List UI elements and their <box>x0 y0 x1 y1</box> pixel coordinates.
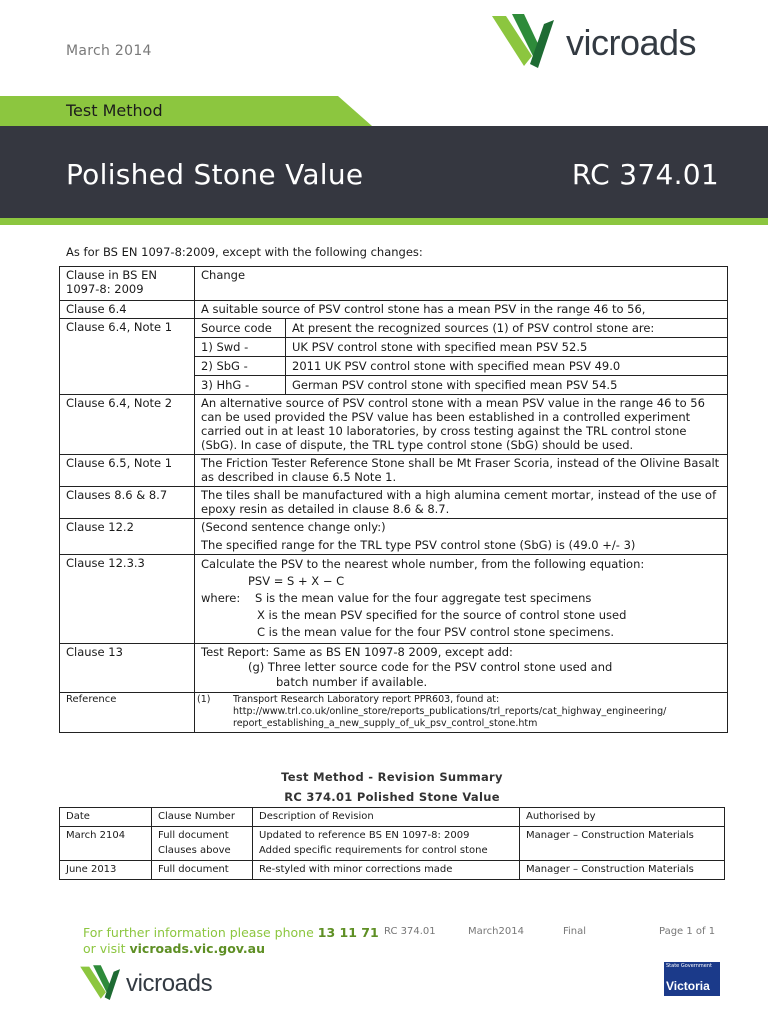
reference-url: report_establishing_a_new_supply_of_uk_psv_control_stone.htm <box>233 718 538 729</box>
section-tab-bar <box>0 96 372 126</box>
footer-contact <box>83 925 379 957</box>
vicroads-logo <box>492 10 744 68</box>
revision-authoriser: Manager – Construction Materials <box>520 861 725 880</box>
revision-header: Description of Revision <box>253 808 520 827</box>
revision-clause: Full document <box>152 861 253 880</box>
psv-equation: PSV = S + X − C <box>248 574 345 588</box>
change-line: (g) Three letter source code for the PSV control stone used and <box>248 660 613 674</box>
clause-cell: Reference <box>60 693 195 733</box>
source-code: 2) SbG - <box>195 357 286 376</box>
table-row <box>60 693 728 733</box>
where-line: S is the mean value for the four aggregate test specimens <box>255 591 592 605</box>
revision-header: Authorised by <box>520 808 725 827</box>
source-desc: 2011 UK PSV control stone with specified mean PSV 49.0 <box>286 357 728 376</box>
section-tab-label: Test Method <box>66 101 163 120</box>
table-row <box>60 301 728 319</box>
where-line: C is the mean value for the four PSV control stone specimens. <box>257 625 615 639</box>
change-line: Test Report: Same as BS EN 1097-8 2009, except add: <box>201 645 513 659</box>
change-cell <box>195 519 728 555</box>
table-row <box>60 455 728 487</box>
footer-phone: 13 11 71 <box>317 925 379 940</box>
change-line: batch number if available. <box>276 675 428 689</box>
clause-cell: Clause 6.5, Note 1 <box>60 455 195 487</box>
change-line: The specified range for the TRL type PSV control stone (SbG) is (49.0 +/- 3) <box>201 538 636 552</box>
change-line: Calculate the PSV to the nearest whole number, from the following equation: <box>201 557 645 571</box>
revision-authoriser: Manager – Construction Materials <box>520 827 725 861</box>
vicroads-footer-logo <box>80 964 240 1004</box>
source-desc-header: At present the recognized sources (1) of PSV control stone are: <box>286 319 728 338</box>
where-label: where: <box>201 591 241 605</box>
revision-description: Added specific requirements for control stone <box>259 845 488 856</box>
vicroads-wordmark: vicroads <box>566 22 697 63</box>
change-cell: A suitable source of PSV control stone has a mean PSV in the range 46 to 56, <box>195 301 728 319</box>
header-clause: Clause in BS EN 1097-8: 2009 <box>60 267 195 301</box>
source-code: 3) HhG - <box>195 376 286 395</box>
reference-cell <box>195 693 728 733</box>
change-cell <box>195 555 728 644</box>
table-row <box>60 487 728 519</box>
document-date: March 2014 <box>66 43 152 59</box>
footer-phone-text: For further information please phone <box>83 925 318 940</box>
revision-header: Date <box>60 808 152 827</box>
footer-code: RC 374.01 <box>384 926 436 937</box>
revision-description: Updated to reference BS EN 1097-8: 2009 <box>259 830 470 841</box>
table-header-row <box>60 267 728 301</box>
source-desc: UK PSV control stone with specified mean PSV 52.5 <box>286 338 728 357</box>
table-row <box>60 395 728 455</box>
source-code: 1) Swd - <box>195 338 286 357</box>
change-line: (Second sentence change only:) <box>201 520 386 534</box>
revision-header: Clause Number <box>152 808 253 827</box>
revision-subtitle: RC 374.01 Polished Stone Value <box>284 790 500 804</box>
revision-date: March 2104 <box>60 827 152 861</box>
change-cell: The tiles shall be manufactured with a high alumina cement mortar, instead of the use of epoxy resin as detailed in clause 8.6 & 8.7. <box>195 487 728 519</box>
clause-cell: Clause 13 <box>60 644 195 693</box>
revision-header-row <box>60 808 725 827</box>
revision-clause: Full document <box>158 830 229 841</box>
revision-date: June 2013 <box>60 861 152 880</box>
revision-table <box>59 807 725 880</box>
footer-date: March2014 <box>468 926 524 937</box>
revision-clause: Clauses above <box>158 845 231 856</box>
document-title: Polished Stone Value <box>66 158 364 191</box>
change-cell <box>195 644 728 693</box>
footer-website-link[interactable]: vicroads.vic.gov.au <box>129 941 266 956</box>
reference-line: Transport Research Laboratory report PPR603, found at: <box>233 694 500 705</box>
clause-cell: Clause 12.2 <box>60 519 195 555</box>
header-change: Change <box>195 267 728 301</box>
footer-page: Page 1 of 1 <box>659 926 716 937</box>
victoria-logo-top: State Government <box>666 963 713 969</box>
revision-row <box>60 827 725 861</box>
clause-cell: Clause 6.4, Note 2 <box>60 395 195 455</box>
source-desc: German PSV control stone with specified mean PSV 54.5 <box>292 378 618 392</box>
clause-cell: Clauses 8.6 & 8.7 <box>60 487 195 519</box>
intro-text: As for BS EN 1097-8:2009, except with the following changes: <box>66 245 423 259</box>
revision-title: Test Method - Revision Summary <box>281 770 503 784</box>
changes-table <box>59 266 728 733</box>
footer-visit-text: or visit <box>83 941 130 956</box>
table-row <box>60 319 728 395</box>
title-rule <box>0 218 768 225</box>
table-row <box>60 555 728 644</box>
vicroads-chevron-icon <box>492 12 566 68</box>
table-row <box>60 519 728 555</box>
revision-description: Re-styled with minor corrections made <box>253 861 520 880</box>
victoria-logo-name: Victoria <box>666 979 710 993</box>
document-code: RC 374.01 <box>571 158 719 191</box>
reference-number: (1) <box>197 694 211 705</box>
vicroads-chevron-icon <box>80 964 128 1000</box>
revision-row <box>60 861 725 880</box>
source-code-header: Source code <box>195 319 286 338</box>
source-subtable-cell <box>195 319 728 395</box>
clause-cell: Clause 6.4 <box>60 301 195 319</box>
victoria-government-logo <box>664 962 720 996</box>
source-subtable <box>195 319 727 394</box>
table-row <box>60 644 728 693</box>
clause-cell: Clause 12.3.3 <box>60 555 195 644</box>
where-line: X is the mean PSV specified for the source of control stone used <box>257 608 627 622</box>
footer-status: Final <box>563 926 587 937</box>
vicroads-wordmark: vicroads <box>126 970 213 997</box>
clause-cell: Clause 6.4, Note 1 <box>60 319 195 395</box>
change-cell: An alternative source of PSV control stone with a mean PSV value in the range 46 to 56 can be used provided the PSV value has been established in a controlled experiment carried out in at least 10 laboratories, by cross testing against the TRL control stone (SbG). In case of dispute, the TRL type control stone (SbG) should be used. <box>195 395 728 455</box>
change-cell: The Friction Tester Reference Stone shall be Mt Fraser Scoria, instead of the Olivine Basalt as described in clause 6.5 Note 1. <box>195 455 728 487</box>
reference-url: http://www.trl.co.uk/online_store/reports_publications/trl_reports/cat_highway_engineering/ <box>233 706 667 717</box>
